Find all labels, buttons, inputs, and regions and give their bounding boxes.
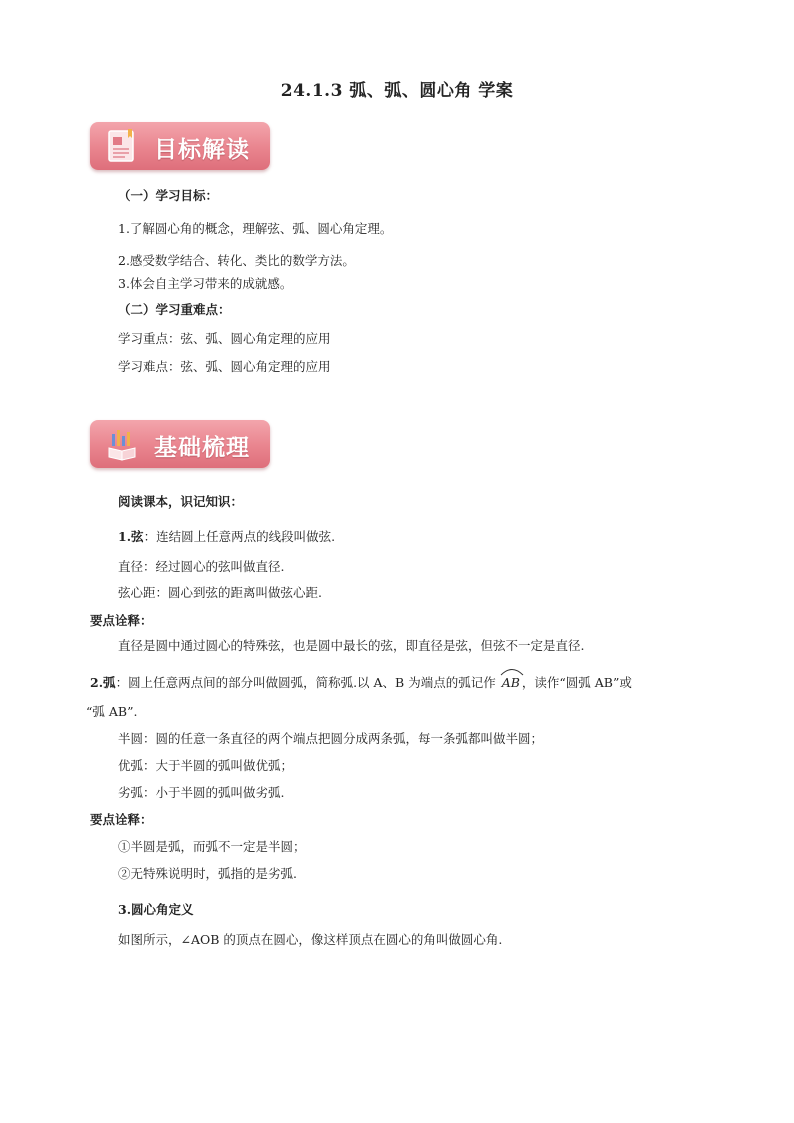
diameter-definition: 直径：经过圆心的弦叫做直径. [118, 559, 285, 574]
minor-arc-definition: 劣弧：小于半圆的弧叫做劣弧. [118, 785, 285, 800]
semicircle-definition: 半圆：圆的任意一条直径的两个端点把圆分成两条弧，每一条弧都叫做半圆； [118, 731, 544, 746]
central-angle-heading: 3.圆心角定义 [118, 902, 194, 917]
section-banner-goals [90, 122, 270, 170]
central-angle-definition: 如图所示，∠AOB 的顶点在圆心，像这样顶点在圆心的角叫做圆心角. [118, 932, 503, 947]
banner-label: 基础梳理 [154, 435, 250, 461]
key-point: 学习重点：弦、弧、圆心角定理的应用 [118, 331, 331, 346]
reading-intro: 阅读课本，识记知识： [118, 494, 244, 509]
major-arc-definition: 优弧：大于半圆的弧叫做优弧； [118, 758, 294, 773]
note-item: ②无特殊说明时，弧指的是劣弧. [118, 866, 297, 881]
note-text: 直径是圆中通过圆心的特殊弦，也是圆中最长的弦，即直径是弦，但弦不一定是直径. [118, 638, 585, 653]
chord-distance-definition: 弦心距：圆心到弦的距离叫做弦心距. [118, 585, 322, 600]
section-banner-basics [90, 420, 270, 468]
goal-item: 2.感受数学结合、转化、类比的数学方法。 [118, 253, 355, 268]
arc-definition: 2.弧：圆上任意两点间的部分叫做圆弧，简称弧.以 A、B 为端点的弧记作 AB ，读作“圆弧 AB”或 [90, 673, 632, 691]
banner-label: 目标解读 [154, 137, 250, 163]
arc-overline-icon [500, 666, 524, 676]
note-heading: 要点诠释： [90, 812, 153, 827]
goal-item: 1.了解圆心角的概念，理解弦、弧、圆心角定理。 [118, 221, 393, 236]
key-heading: （二）学习重难点： [118, 302, 231, 317]
note-heading: 要点诠释： [90, 613, 153, 628]
chord-number: 1.弦 [118, 529, 144, 544]
document-icon [106, 128, 140, 164]
arc-ab-symbol: AB [500, 675, 522, 690]
key-point: 学习难点：弦、弧、圆心角定理的应用 [118, 359, 331, 374]
goal-item: 3.体会自主学习带来的成就感。 [118, 276, 293, 291]
note-item: ①半圆是弧，而弧不一定是半圆； [118, 839, 306, 854]
page-title: 24.1.3 弧、弧、圆心角 学案 [280, 81, 514, 101]
arc-number: 2.弧 [90, 675, 116, 690]
book-chart-icon [106, 426, 140, 462]
arc-definition-continued: “弧 AB”. [86, 704, 138, 719]
chord-definition: 1.弦：连结圆上任意两点的线段叫做弦. [118, 529, 336, 544]
goal-heading: （一）学习目标： [118, 188, 219, 203]
